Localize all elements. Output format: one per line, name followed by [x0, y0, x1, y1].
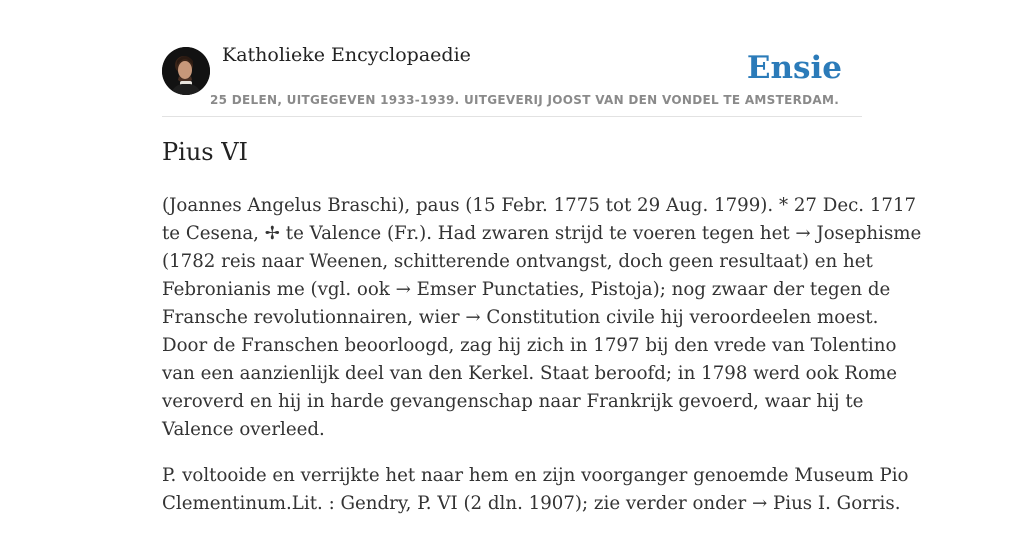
text-line: van een aanzienlijk deel van den Kerkel. Staat beroofd; in 1798 werd ook Rome	[162, 363, 897, 384]
text-line: te Cesena, ✢ te Valence (Fr.). Had zwaren strijd te voeren tegen het → Josephisme	[162, 223, 922, 244]
text-line: veroverd en hij in harde gevangenschap naar Frankrijk gevoerd, waar hij te	[162, 391, 864, 412]
article-paragraph-1	[162, 192, 922, 444]
article-paragraph-2	[162, 462, 909, 518]
site-subtitle: 25 DELEN, UITGEGEVEN 1933-1939. UITGEVERIJ JOOST VAN DEN VONDEL TE AMSTERDAM.	[210, 93, 840, 107]
article-title: Pius VI	[162, 138, 249, 166]
site-header	[162, 0, 862, 117]
text-line: P. voltooide en verrijkte het naar hem en zijn voorganger genoemde Museum Pio	[162, 465, 909, 486]
text-line: Febronianis me (vgl. ook → Emser Punctaties, Pistoja); nog zwaar der tegen de	[162, 279, 891, 300]
site-title[interactable]: Katholieke Encyclopaedie	[222, 44, 471, 66]
text-line: Door de Franschen beoorloogd, zag hij zich in 1797 bij den vrede van Tolentino	[162, 335, 897, 356]
portrait-avatar[interactable]	[162, 47, 210, 95]
text-line: (Joannes Angelus Braschi), paus (15 Febr. 1775 tot 29 Aug. 1799). * 27 Dec. 1717	[162, 195, 917, 216]
brand-logo[interactable]: Ensie	[746, 50, 842, 86]
text-line: Valence overleed.	[162, 419, 325, 440]
portrait-icon	[162, 47, 210, 95]
text-line: (1782 reis naar Weenen, schitterende ontvangst, doch geen resultaat) en het	[162, 251, 873, 272]
text-line: Fransche revolutionnairen, wier → Constitution civile hij veroordeelen moest.	[162, 307, 879, 328]
page-container	[162, 0, 922, 514]
article-body	[162, 192, 922, 536]
text-line: Clementinum.Lit. : Gendry, P. VI (2 dln. 1907); zie verder onder → Pius I. Gorris.	[162, 493, 901, 514]
